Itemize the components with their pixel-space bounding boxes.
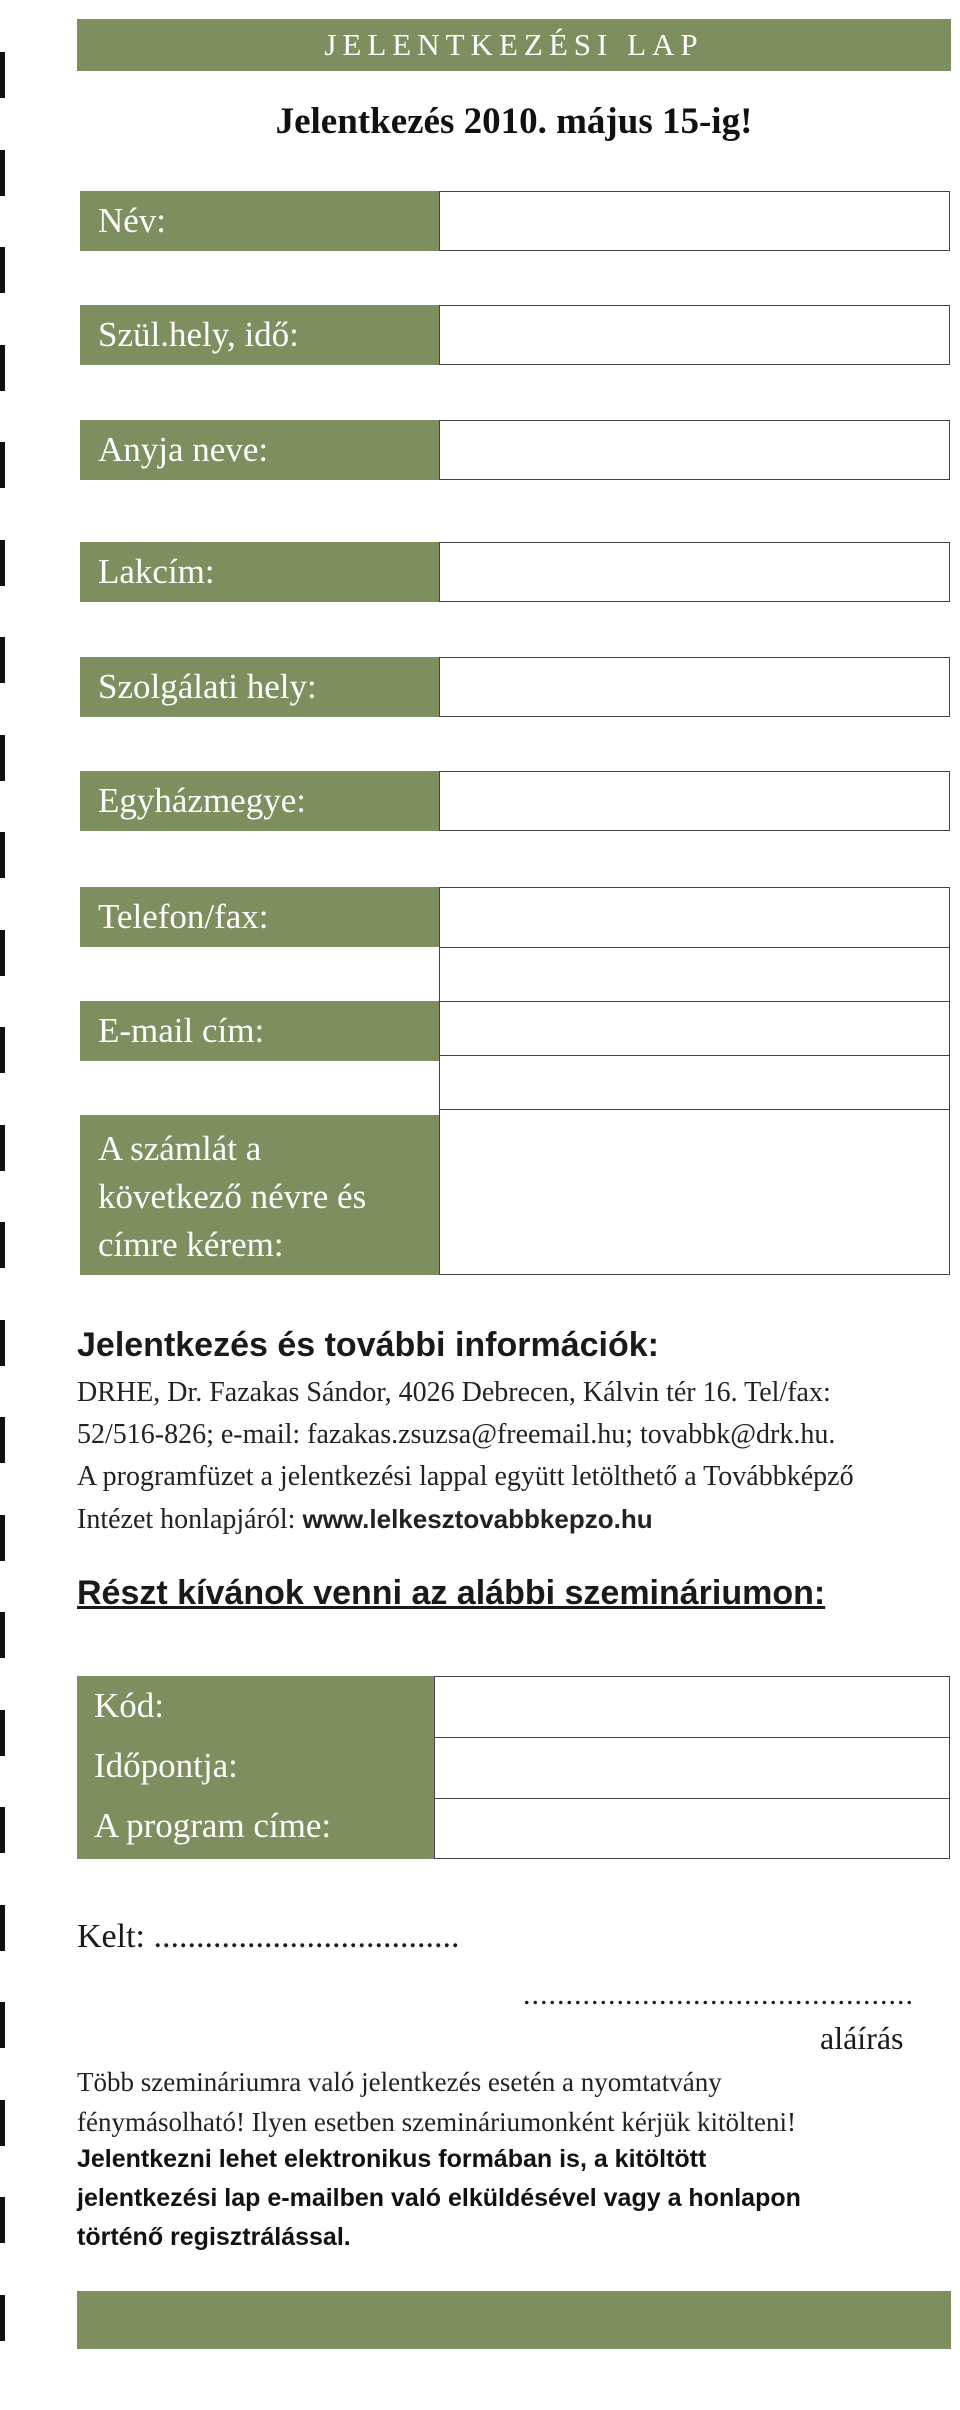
cut-mark bbox=[0, 1027, 5, 1073]
birth-field[interactable] bbox=[439, 305, 950, 365]
seminar-title: Részt kívánok venni az alábbi szemináriumon: bbox=[77, 1574, 826, 1612]
contact-fields bbox=[439, 887, 950, 1275]
cut-mark bbox=[0, 1807, 5, 1853]
label-mother-name: Anyja neve: bbox=[80, 420, 440, 480]
info-text bbox=[77, 1372, 957, 1541]
invoice-label-line: címre kérem: bbox=[98, 1225, 284, 1264]
cut-mark bbox=[0, 2295, 5, 2341]
cut-mark bbox=[0, 637, 5, 683]
name-field[interactable] bbox=[439, 191, 950, 251]
label-seminar-program: A program címe: bbox=[94, 1806, 332, 1845]
form-title: JELENTKEZÉSI LAP bbox=[324, 27, 704, 62]
address-field[interactable] bbox=[439, 542, 950, 602]
note-bold-line: jelentkezési lap e-mailben való elküldésével vagy a honlapon bbox=[77, 2184, 801, 2212]
cut-mark bbox=[0, 735, 5, 781]
cut-mark bbox=[0, 832, 5, 878]
label-workplace: Szolgálati hely: bbox=[80, 657, 440, 717]
seminar-program-field[interactable] bbox=[435, 1799, 949, 1860]
info-line: A programfüzet a jelentkezési lappal együtt letölthető a Továbbképző bbox=[77, 1461, 854, 1492]
label-birth: Szül.hely, idő: bbox=[80, 305, 440, 365]
invoice-label-line: A számlát a bbox=[98, 1129, 262, 1168]
footer-bar bbox=[77, 2291, 951, 2349]
cut-mark bbox=[0, 345, 5, 391]
cut-mark bbox=[0, 1125, 5, 1171]
cut-mark bbox=[0, 540, 5, 586]
note-bold-line: történő regisztrálással. bbox=[77, 2223, 351, 2251]
invoice-label-line: következő névre és bbox=[98, 1177, 367, 1216]
info-title: Jelentkezés és további információk: bbox=[77, 1326, 659, 1364]
cut-mark bbox=[0, 1905, 5, 1951]
email-extra-field[interactable] bbox=[440, 1056, 949, 1110]
label-name: Név: bbox=[80, 191, 440, 251]
electronic-registration-note bbox=[77, 2140, 957, 2257]
label-address: Lakcím: bbox=[80, 542, 440, 602]
date-line[interactable]: Kelt: .................................... bbox=[77, 1918, 460, 1955]
mother-name-field[interactable] bbox=[439, 420, 950, 480]
info-line bbox=[77, 1498, 957, 1541]
label-seminar-code: Kód: bbox=[94, 1686, 164, 1725]
deadline-notice: Jelentkezés 2010. május 15-ig! bbox=[275, 101, 753, 142]
label-invoice bbox=[80, 1115, 440, 1275]
label-email: E-mail cím: bbox=[80, 1001, 440, 1061]
info-line: 52/516-826; e-mail: fazakas.zsuzsa@freemail.hu; tovabbk@drk.hu. bbox=[77, 1419, 836, 1450]
phone-field[interactable] bbox=[440, 888, 949, 948]
diocese-field[interactable] bbox=[439, 771, 950, 831]
invoice-field[interactable] bbox=[440, 1110, 949, 1273]
label-phone: Telefon/fax: bbox=[80, 887, 440, 947]
cut-mark bbox=[0, 1710, 5, 1756]
website-link[interactable]: www.lelkesztovabbkepzo.hu bbox=[302, 1504, 653, 1534]
cut-mark bbox=[0, 442, 5, 488]
signature-line[interactable]: .............................................. bbox=[523, 1978, 914, 2011]
multi-seminar-note bbox=[77, 2062, 957, 2142]
cut-mark bbox=[0, 2100, 5, 2146]
cut-mark bbox=[0, 1417, 5, 1463]
label-seminar-date: Időpontja: bbox=[94, 1746, 238, 1785]
cut-mark bbox=[0, 2002, 5, 2048]
label-diocese: Egyházmegye: bbox=[80, 771, 440, 831]
note-line: Több szemináriumra való jelentkezés esetén a nyomtatvány bbox=[77, 2067, 722, 2097]
cut-mark bbox=[0, 2197, 5, 2243]
cut-mark bbox=[0, 1222, 5, 1268]
seminar-date-field[interactable] bbox=[435, 1738, 949, 1799]
cut-mark bbox=[0, 1515, 5, 1561]
cut-mark bbox=[0, 150, 5, 196]
signature-caption: aláírás bbox=[820, 2020, 904, 2056]
cut-mark bbox=[0, 1612, 5, 1658]
email-field[interactable] bbox=[440, 1002, 949, 1056]
seminar-fields bbox=[434, 1676, 950, 1859]
cut-mark bbox=[0, 52, 5, 98]
cut-mark bbox=[0, 1320, 5, 1366]
info-line: DRHE, Dr. Fazakas Sándor, 4026 Debrecen, Kálvin tér 16. Tel/fax: bbox=[77, 1377, 831, 1408]
cut-mark bbox=[0, 247, 5, 293]
note-line: fénymásolható! Ilyen esetben szemináriumonként kérjük kitölteni! bbox=[77, 2107, 797, 2137]
cut-mark bbox=[0, 930, 5, 976]
header-bar bbox=[77, 19, 951, 71]
seminar-code-field[interactable] bbox=[435, 1677, 949, 1738]
note-bold-line: Jelentkezni lehet elektronikus formában is, a kitöltött bbox=[77, 2145, 707, 2173]
info-website-prefix: Intézet honlapjáról: bbox=[77, 1504, 303, 1535]
fax-field[interactable] bbox=[440, 948, 949, 1002]
workplace-field[interactable] bbox=[439, 657, 950, 717]
